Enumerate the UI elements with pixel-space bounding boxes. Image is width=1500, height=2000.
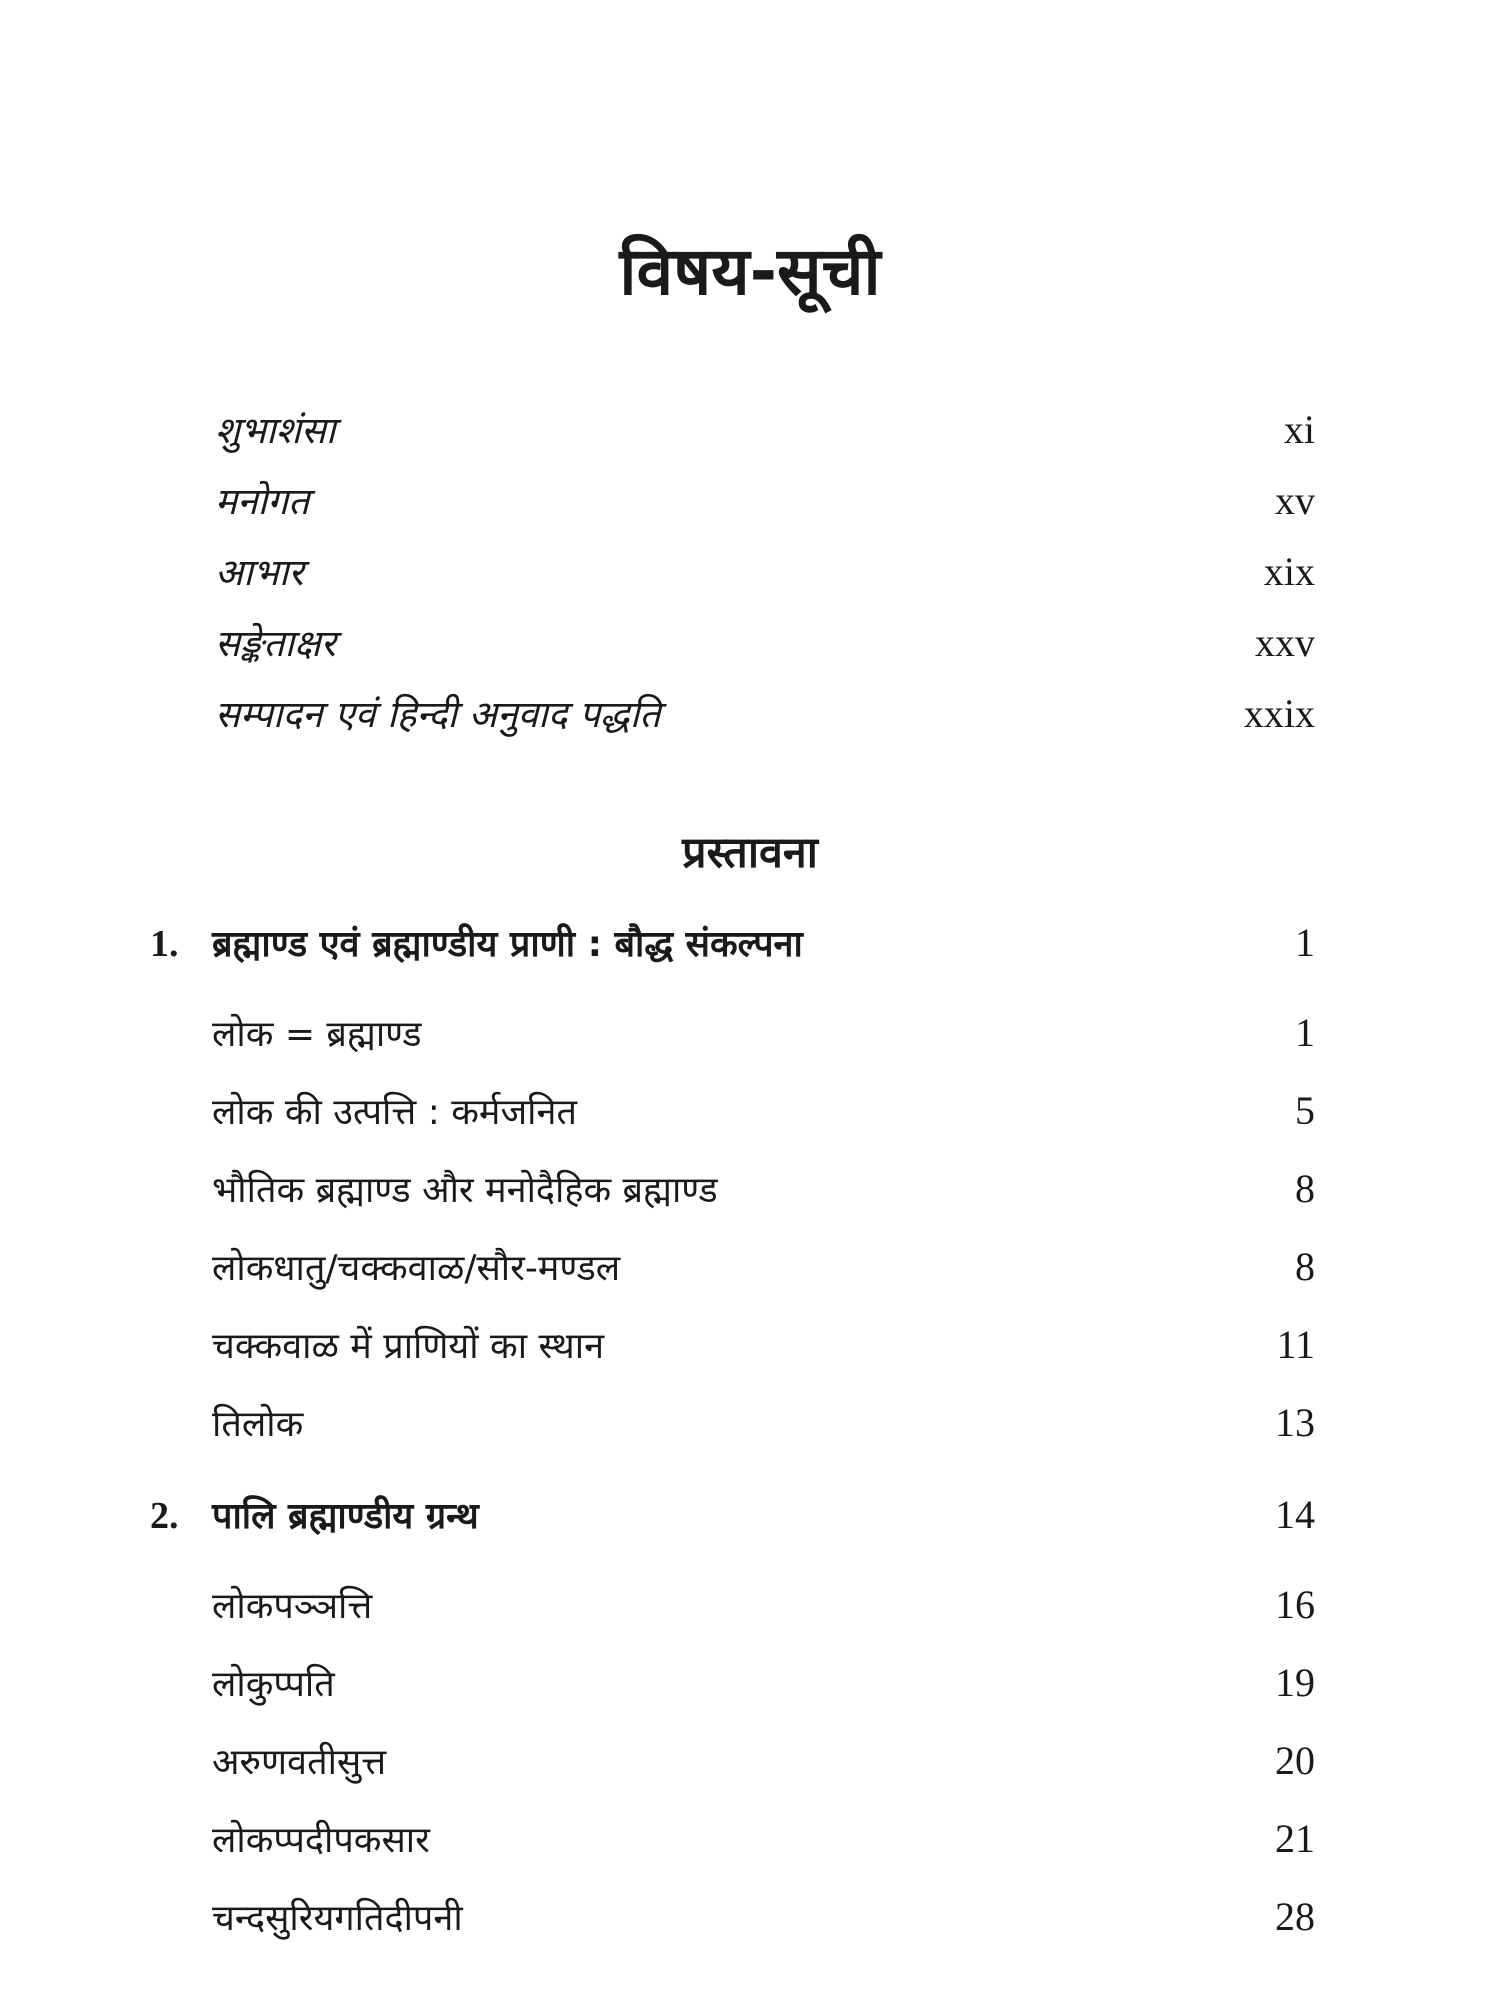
front-matter-page: xix <box>1263 549 1315 594</box>
spacer <box>150 1568 1315 1580</box>
toc-item-label: लोकपञ्ञत्ति <box>212 1586 373 1627</box>
toc-item-page: 20 <box>1275 1738 1315 1783</box>
front-matter-page: xxix <box>1243 691 1315 736</box>
chapter-label: ब्रह्माण्ड एवं ब्रह्माण्डीय प्राणी : बौद्ध संकल्पना <box>212 924 803 965</box>
chapter-row <box>150 1490 1315 1568</box>
toc-item-page: 13 <box>1275 1400 1315 1445</box>
front-matter-item <box>215 613 1315 684</box>
chapter-label: पालि ब्रह्माण्डीय ग्रन्थ <box>212 1496 479 1537</box>
front-matter-label: सङ्केताक्षर <box>215 622 336 665</box>
toc-item-label: अरुणवतीसुत्त <box>212 1742 387 1783</box>
toc-item <box>150 1892 1315 1970</box>
toc-item-label: तिलोक <box>212 1404 304 1445</box>
chapter-page: 1 <box>1295 920 1315 965</box>
toc-item-page: 16 <box>1275 1582 1315 1627</box>
toc-item-label: चक्कवाळ में प्राणियों का स्थान <box>212 1326 605 1367</box>
toc-item-page: 19 <box>1275 1660 1315 1705</box>
spacer <box>150 1476 1315 1490</box>
front-matter-item <box>215 684 1315 755</box>
chapter-number: 2. <box>150 1495 179 1537</box>
front-matter-label: शुभाशंसा <box>215 409 336 452</box>
front-matter-label: आभार <box>215 551 304 594</box>
toc-item <box>150 1814 1315 1892</box>
front-matter-label: मनोगत <box>215 480 310 523</box>
chapter-row <box>150 918 1315 996</box>
front-matter-item <box>215 542 1315 613</box>
toc-item-label: लोक = ब्रह्माण्ड <box>212 1014 422 1055</box>
toc-item-label: भौतिक ब्रह्माण्ड और मनोदैहिक ब्रह्माण्ड <box>212 1170 718 1211</box>
toc-item-page: 1 <box>1295 1010 1315 1055</box>
front-matter-page: xi <box>1283 407 1315 452</box>
toc-item <box>150 1658 1315 1736</box>
toc-item <box>150 1242 1315 1320</box>
toc-item <box>150 1320 1315 1398</box>
toc-item <box>150 1736 1315 1814</box>
front-matter-label: सम्पादन एवं हिन्दी अनुवाद पद्धति <box>215 693 661 736</box>
toc-item-page: 5 <box>1295 1088 1315 1133</box>
toc-item-label: लोकधातु/चक्कवाळ/सौर-मण्डल <box>212 1248 621 1289</box>
toc-item <box>150 1008 1315 1086</box>
front-matter-page: xxv <box>1255 620 1315 665</box>
spacer <box>150 996 1315 1008</box>
toc-item-label: चन्दसुरियगतिदीपनी <box>212 1898 463 1939</box>
toc-item-page: 28 <box>1275 1894 1315 1939</box>
toc-item-label: लोकप्पदीपकसार <box>212 1820 430 1861</box>
toc-item-page: 8 <box>1295 1244 1315 1289</box>
toc-item <box>150 1086 1315 1164</box>
section-heading: प्रस्तावना <box>682 828 818 878</box>
toc-item-label: लोक की उत्पत्ति : कर्मजनित <box>212 1092 577 1133</box>
table-of-contents <box>150 918 1315 1970</box>
toc-item <box>150 1398 1315 1476</box>
chapter-number: 1. <box>150 923 179 965</box>
toc-item-page: 11 <box>1276 1322 1315 1367</box>
front-matter-page: xv <box>1275 478 1315 523</box>
chapter-page: 14 <box>1275 1492 1315 1537</box>
toc-item <box>150 1164 1315 1242</box>
front-matter-item <box>215 400 1315 471</box>
page-title: विषय-सूची <box>619 233 881 310</box>
toc-item-page: 8 <box>1295 1166 1315 1211</box>
toc-item-page: 21 <box>1275 1816 1315 1861</box>
front-matter-list <box>215 400 1315 755</box>
toc-item <box>150 1580 1315 1658</box>
toc-item-label: लोकुप्पति <box>212 1664 335 1705</box>
front-matter-item <box>215 471 1315 542</box>
